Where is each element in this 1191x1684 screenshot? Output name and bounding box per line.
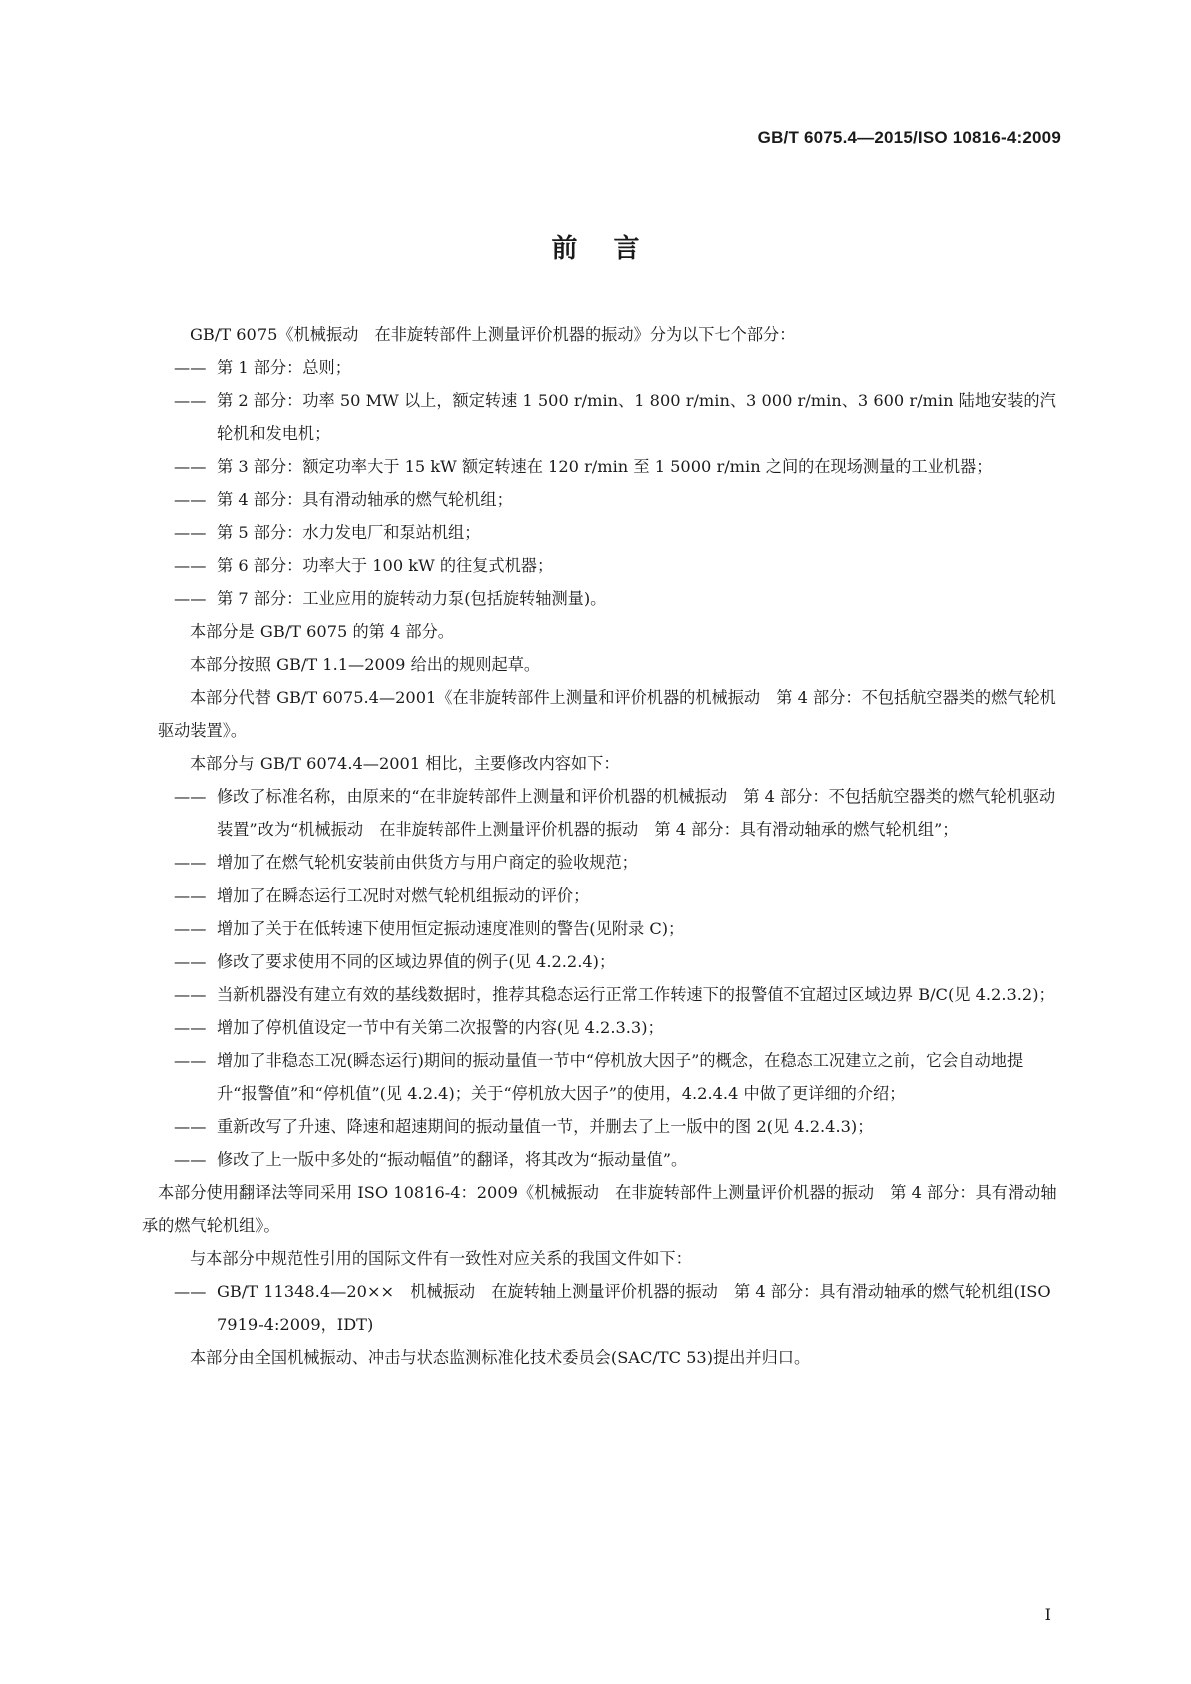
list-item-text: 增加了关于在低转速下使用恒定振动速度准则的警告(见附录 C)； xyxy=(217,919,685,938)
list-dash: —— xyxy=(174,523,207,542)
list-item xyxy=(158,549,1058,582)
list-item-text: 修改了要求使用不同的区域边界值的例子(见 4.2.2.4)； xyxy=(217,952,616,971)
list-item-text: 增加了在燃气轮机安装前由供货方与用户商定的验收规范； xyxy=(217,853,638,872)
list-dash: —— xyxy=(174,787,207,806)
list-item-text: 重新改写了升速、降速和超速期间的振动量值一节，并删去了上一版中的图 2(见 4.2.4.3)； xyxy=(217,1117,874,1136)
title-char-1: 前 xyxy=(551,234,578,264)
list-item xyxy=(158,912,1058,945)
list-dash: —— xyxy=(174,853,207,872)
list-dash: —— xyxy=(174,391,207,410)
list-item-text: 第 6 部分：功率大于 100 kW 的往复式机器； xyxy=(217,556,554,575)
list-dash: —— xyxy=(174,589,207,608)
list-dash: —— xyxy=(174,1018,207,1037)
list-dash: —— xyxy=(174,457,207,476)
list-item-text: 修改了标准名称，由原来的“在非旋转部件上测量和评价机器的机械振动 第 4 部分：不包括航空器类的燃气轮机驱动装置”改为“机械振动 在非旋转部件上测量评价机器的振动 第 4 部分：具有滑动轴承的燃气轮机组”； xyxy=(217,787,1056,839)
list-item xyxy=(158,945,1058,978)
list-item xyxy=(158,978,1058,1011)
list-dash: —— xyxy=(174,1282,207,1301)
list-item-text: GB/T 11348.4—20×× 机械振动 在旋转轴上测量评价机器的振动 第 4 部分：具有滑动轴承的燃气轮机组(ISO 7919-4:2009，IDT) xyxy=(217,1282,1051,1334)
list-item-text: 第 3 部分：额定功率大于 15 kW 额定转速在 120 r/min 至 1 5000 r/min 之间的在现场测量的工业机器； xyxy=(217,457,993,476)
paragraph: GB/T 6075《机械振动 在非旋转部件上测量评价机器的振动》分为以下七个部分： xyxy=(190,325,796,344)
list-item xyxy=(158,1011,1058,1044)
list-item-text: 第 4 部分：具有滑动轴承的燃气轮机组； xyxy=(217,490,513,509)
paragraph: 本部分是 GB/T 6075 的第 4 部分。 xyxy=(190,622,454,641)
standard-code: GB/T 6075.4—2015/ISO 10816-4:2009 xyxy=(757,128,1061,147)
list-dash: —— xyxy=(174,952,207,971)
list-dash: —— xyxy=(174,490,207,509)
list-item xyxy=(158,1143,1058,1176)
list-item-text: 第 1 部分：总则； xyxy=(217,358,351,377)
list-item xyxy=(158,351,1058,384)
page-number: I xyxy=(1044,1605,1051,1624)
list-item xyxy=(158,780,1058,846)
list-dash: —— xyxy=(174,886,207,905)
paragraph: 本部分按照 GB/T 1.1—2009 给出的规则起草。 xyxy=(190,655,541,674)
list-item-text: 第 7 部分：工业应用的旋转动力泵(包括旋转轴测量)。 xyxy=(217,589,607,608)
list-item xyxy=(158,1275,1058,1341)
page-title xyxy=(0,228,1191,265)
list-item-text: 修改了上一版中多处的“振动幅值”的翻译，将其改为“振动量值”。 xyxy=(217,1150,688,1169)
list-dash: —— xyxy=(174,919,207,938)
list-item-text: 第 5 部分：水力发电厂和泵站机组； xyxy=(217,523,481,542)
list-dash: —— xyxy=(174,1117,207,1136)
list-item xyxy=(158,483,1058,516)
paragraph: 本部分代替 GB/T 6075.4—2001《在非旋转部件上测量和评价机器的机械振动 第 4 部分：不包括航空器类的燃气轮机驱动装置》。 xyxy=(158,688,1056,740)
list-dash: —— xyxy=(174,556,207,575)
list-item-text: 第 2 部分：功率 50 MW 以上，额定转速 1 500 r/min、1 800 r/min、3 000 r/min、3 600 r/min 陆地安装的汽轮机和发电机； xyxy=(217,391,1056,443)
paragraph: 本部分与 GB/T 6074.4—2001 相比，主要修改内容如下： xyxy=(190,754,620,773)
document-body xyxy=(142,318,1058,1374)
paragraph: 本部分使用翻译法等同采用 ISO 10816-4：2009《机械振动 在非旋转部件上测量评价机器的振动 第 4 部分：具有滑动轴承的燃气轮机组》。 xyxy=(142,1183,1057,1235)
list-item xyxy=(158,450,1058,483)
list-item-text: 增加了非稳态工况(瞬态运行)期间的振动量值一节中“停机放大因子”的概念，在稳态工况建立之前，它会自动地提升“报警值”和“停机值”(见 4.2.4)；关于“停机放大因子”的使用，4.2.4.4 中做了更详细的介绍； xyxy=(217,1051,1024,1103)
list-item-text: 增加了停机值设定一节中有关第二次报警的内容(见 4.2.3.3)； xyxy=(217,1018,664,1037)
list-dash: —— xyxy=(174,985,207,1004)
paragraph: 与本部分中规范性引用的国际文件有一致性对应关系的我国文件如下： xyxy=(190,1249,692,1268)
list-item xyxy=(158,516,1058,549)
list-item xyxy=(158,879,1058,912)
title-char-2: 言 xyxy=(613,234,640,264)
list-item xyxy=(158,384,1058,450)
list-dash: —— xyxy=(174,358,207,377)
list-item-text: 增加了在瞬态运行工况时对燃气轮机组振动的评价； xyxy=(217,886,590,905)
list-item xyxy=(158,1110,1058,1143)
list-dash: —— xyxy=(174,1051,207,1070)
list-item-text: 当新机器没有建立有效的基线数据时，推荐其稳态运行正常工作转速下的报警值不宜超过区域边界 B/C(见 4.2.3.2)； xyxy=(217,985,1055,1004)
list-item xyxy=(158,582,1058,615)
list-item xyxy=(158,846,1058,879)
list-item xyxy=(158,1044,1058,1110)
list-dash: —— xyxy=(174,1150,207,1169)
paragraph: 本部分由全国机械振动、冲击与状态监测标准化技术委员会(SAC/TC 53)提出并归口。 xyxy=(190,1348,811,1367)
